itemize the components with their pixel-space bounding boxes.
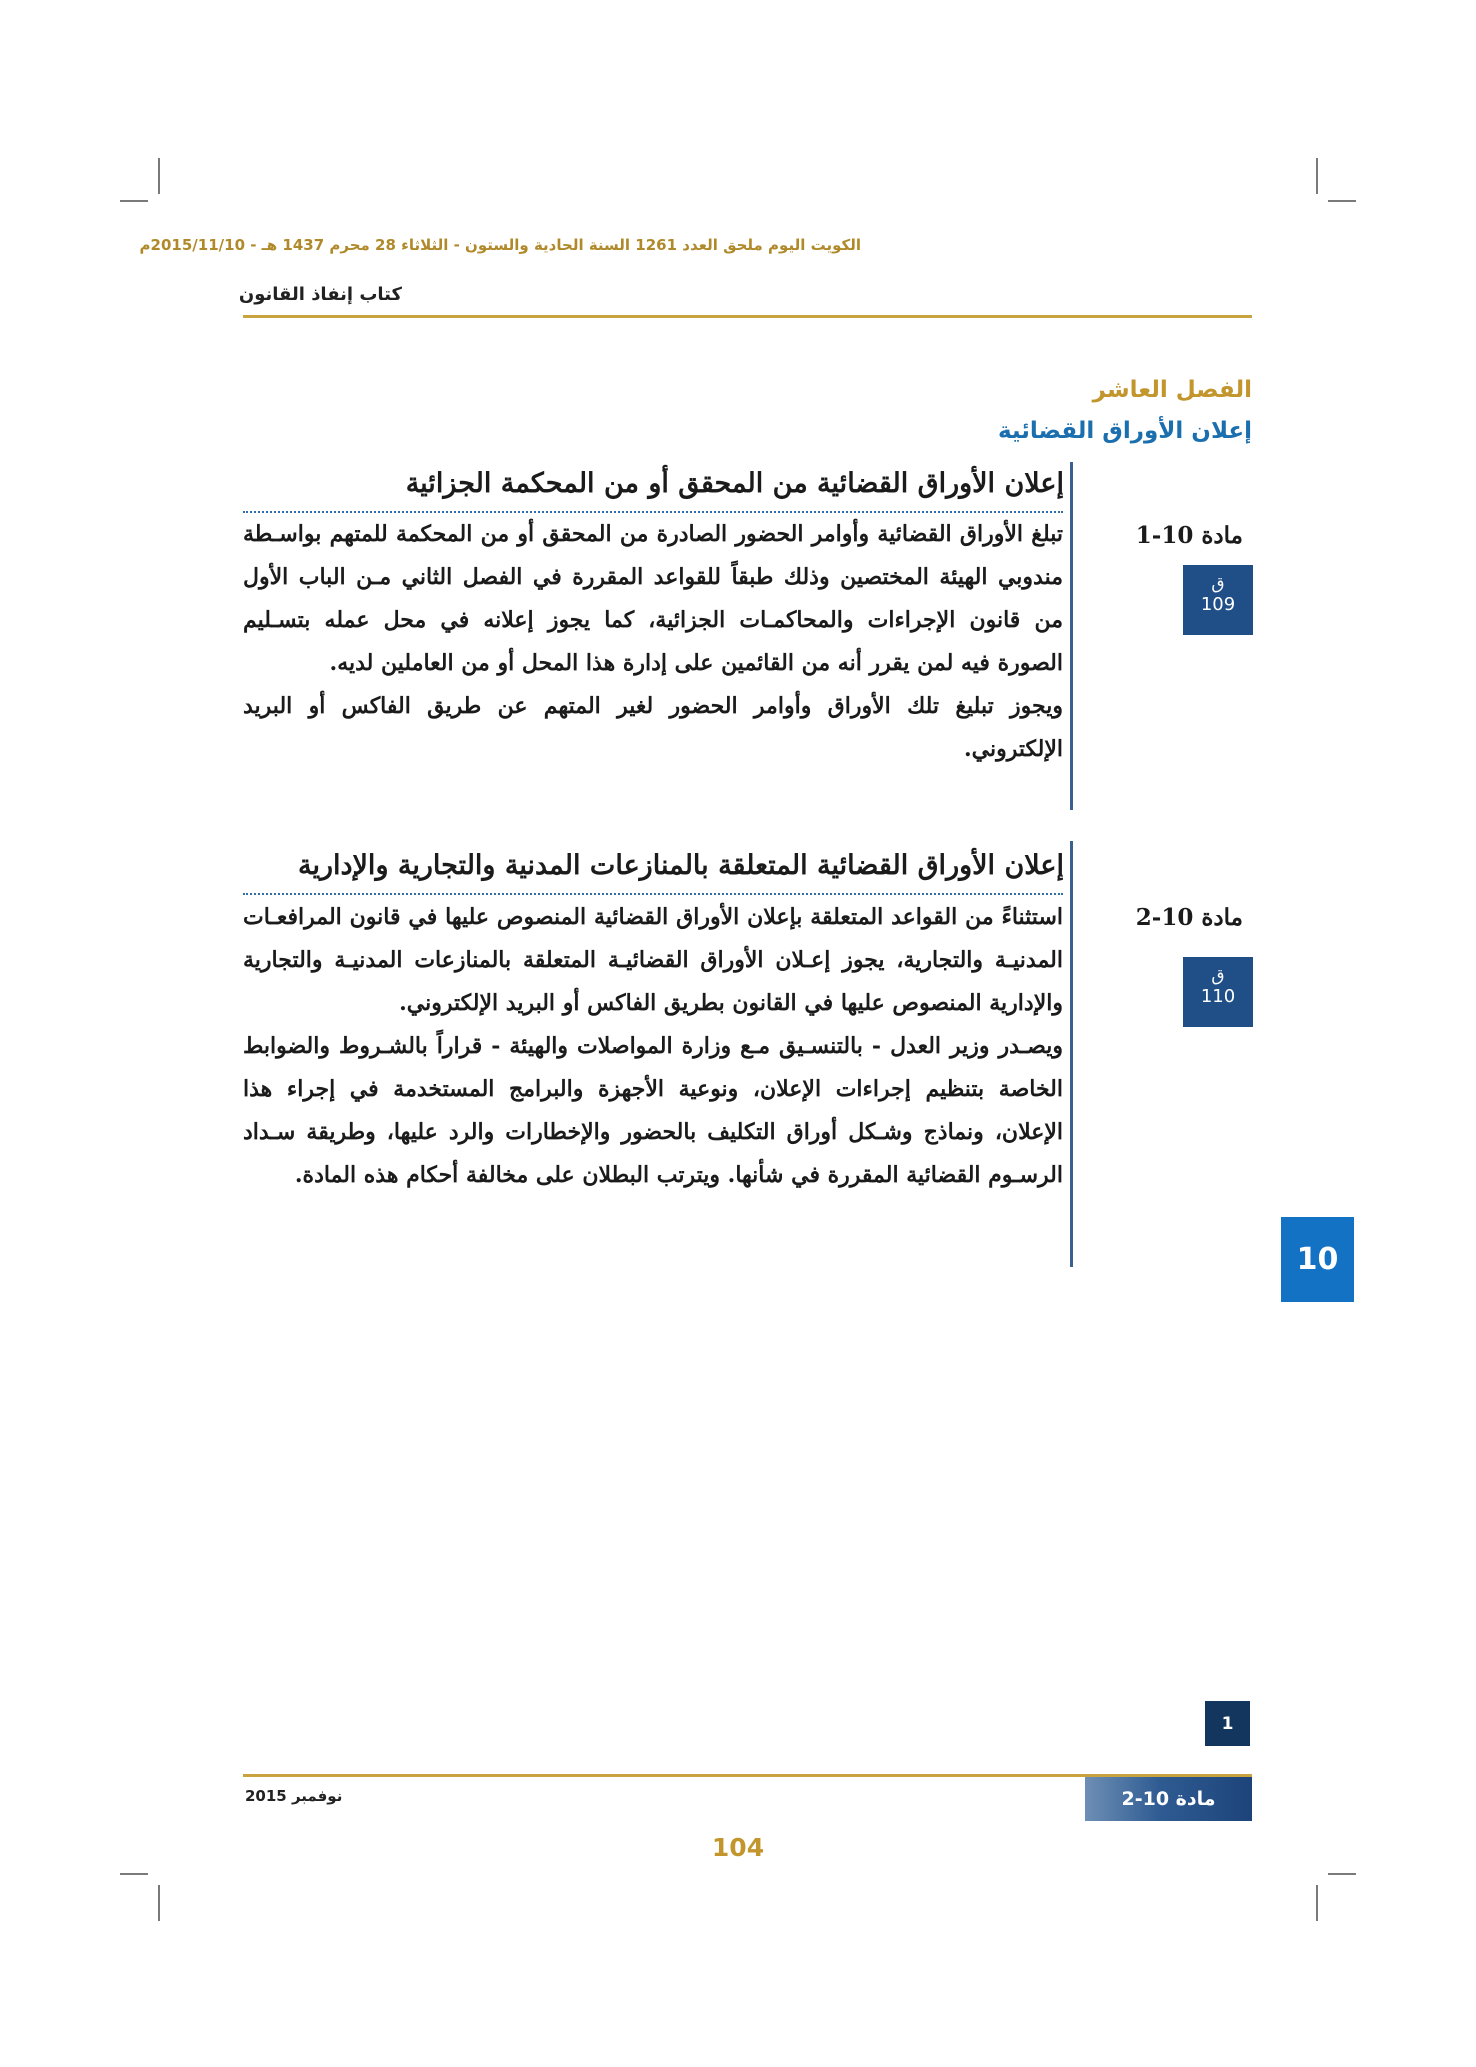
article-paragraph: ويجوز تبليغ تلك الأوراق وأوامر الحضور لغير المتهم عن طريق الفاكس أو البريد الإلكتروني.: [243, 693, 1063, 762]
crop-mark: [120, 200, 148, 202]
content-vertical-rule: [1070, 841, 1073, 1267]
book-title: كتاب إنفاذ القانون: [238, 284, 402, 305]
crop-mark: [1316, 1885, 1318, 1921]
crop-mark: [158, 158, 160, 194]
section-title: إعلان الأوراق القضائية من المحقق أو من المحكمة الجزائية: [405, 468, 1064, 499]
gazette-issue-info: الكويت اليوم ملحق العدد 1261 السنة الحادية والستون - الثلاثاء 28 محرم 1437 هـ - 2015/11/10م: [139, 236, 861, 254]
section-title: إعلان الأوراق القضائية المتعلقة بالمنازعات المدنية والتجارية والإدارية: [297, 850, 1064, 881]
section-divider: [243, 893, 1063, 895]
chapter-title: إعلان الأوراق القضائية: [997, 418, 1252, 444]
footer-article-tab: مادة 10-2: [1085, 1777, 1252, 1821]
crop-mark: [1328, 1873, 1356, 1875]
chapter-side-tab[interactable]: 10: [1281, 1217, 1354, 1302]
article-label: مادة 10-2: [1135, 904, 1243, 931]
crop-mark: [120, 1873, 148, 1875]
page-number: 104: [711, 1833, 765, 1862]
article-body: [243, 513, 1063, 771]
article-paragraph: استثناءً من القواعد المتعلقة بإعلان الأوراق القضائية المنصوص عليها في قانون المرافعـات المدنيـة والتجارية، يجوز إعـلان الأوراق القضائيـة المتعلقة بالمنازعات المدنيـة والتجارية والإدارية المنصوص عليها في القانون بطريق الفاكس أو البريد الإلكتروني.: [243, 904, 1063, 1016]
article-label: مادة 10-1: [1135, 522, 1243, 549]
crop-mark: [1316, 158, 1318, 194]
article-paragraph: تبلغ الأوراق القضائية وأوامر الحضور الصادرة من المحقق أو من المحكمة للمتهم بواسـطة مندوبي الهيئة المختصين وذلك طبقاً للقواعد المقررة في الفصل الثاني مـن الباب الأول من قانون الإجراءات والمحاكمـات الجزائية، كما يجوز إعلانه في محل عمله بتسـليم الصورة فيه لمن يقرر أنه من القائمين على إدارة هذا المحل أو من العاملين لديه.: [243, 521, 1063, 676]
law-reference-badge: [1183, 565, 1253, 635]
crop-mark: [1328, 200, 1356, 202]
page-index-badge: 1: [1205, 1701, 1250, 1746]
crop-mark: [158, 1885, 160, 1921]
reference-prefix: ق: [1211, 966, 1225, 986]
article-body: [243, 896, 1063, 1197]
chapter-label: الفصل العاشر: [1092, 377, 1252, 403]
law-reference-badge: [1183, 957, 1253, 1027]
header-divider: [243, 315, 1252, 318]
reference-number: 110: [1200, 986, 1236, 1007]
reference-prefix: ق: [1211, 574, 1225, 594]
content-vertical-rule: [1070, 462, 1073, 810]
reference-number: 109: [1200, 594, 1236, 615]
footer-date: نوفمبر 2015: [245, 1787, 343, 1805]
article-paragraph: ويصـدر وزير العدل - بالتنسـيق مـع وزارة المواصلات والهيئة - قراراً بالشـروط والضوابط الخاصة بتنظيم إجراءات الإعلان، ونوعية الأجهزة والبرامج المستخدمة في إجراء هذا الإعلان، ونماذج وشـكل أوراق التكليف بالحضور والإخطارات والرد عليها، وطريقة سـداد الرسـوم القضائية المقررة في شأنها. ويترتب البطلان على مخالفة أحكام هذه المادة.: [243, 1033, 1063, 1188]
